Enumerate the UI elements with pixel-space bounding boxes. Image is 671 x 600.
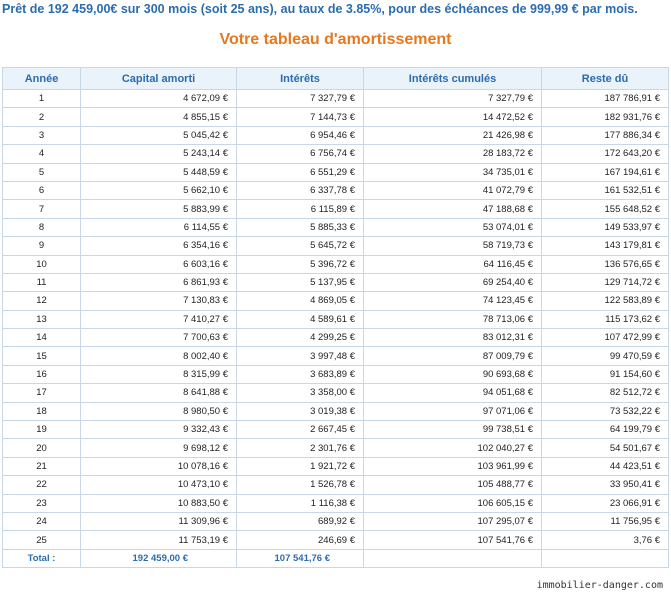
interets-cumules-cell: 64 116,45 €	[364, 255, 542, 273]
annee-cell: 21	[3, 457, 81, 475]
interets-cumules-cell: 103 961,99 €	[364, 457, 542, 475]
column-header-interets-cumules: Intérêts cumulés	[364, 68, 542, 90]
table-row	[3, 494, 669, 512]
amortization-table	[2, 67, 669, 568]
loan-summary: Prêt de 192 459,00€ sur 300 mois (soit 25 ans), au taux de 3.85%, pour des échéances de 999,99 € par mois.	[2, 2, 638, 16]
annee-cell: 11	[3, 273, 81, 291]
interets-cumules-cell: 41 072,79 €	[364, 181, 542, 199]
table-row	[3, 457, 669, 475]
table-row	[3, 90, 669, 108]
annee-cell: 19	[3, 421, 81, 439]
reste-du-cell: 167 194,61 €	[542, 163, 669, 181]
interets-cell: 3 997,48 €	[237, 347, 364, 365]
interets-cell: 5 137,95 €	[237, 273, 364, 291]
reste-du-cell: 23 066,91 €	[542, 494, 669, 512]
capital-amorti-cell: 5 045,42 €	[81, 126, 237, 144]
table-row	[3, 200, 669, 218]
capital-amorti-cell: 4 855,15 €	[81, 108, 237, 126]
table-row	[3, 273, 669, 291]
table-row	[3, 218, 669, 236]
interets-cell: 4 869,05 €	[237, 292, 364, 310]
interets-cell: 1 921,72 €	[237, 457, 364, 475]
table-row	[3, 292, 669, 310]
table-row	[3, 421, 669, 439]
annee-cell: 24	[3, 512, 81, 530]
annee-cell: 13	[3, 310, 81, 328]
capital-amorti-cell: 7 130,83 €	[81, 292, 237, 310]
capital-amorti-cell: 11 753,19 €	[81, 531, 237, 549]
reste-du-cell: 91 154,60 €	[542, 365, 669, 383]
annee-cell: 23	[3, 494, 81, 512]
interets-cumules-cell: 78 713,06 €	[364, 310, 542, 328]
interets-cell: 3 358,00 €	[237, 384, 364, 402]
table-row	[3, 108, 669, 126]
reste-du-cell: 182 931,76 €	[542, 108, 669, 126]
interets-cumules-cell: 107 541,76 €	[364, 531, 542, 549]
capital-amorti-cell: 8 641,88 €	[81, 384, 237, 402]
annee-cell: 6	[3, 181, 81, 199]
reste-du-cell: 82 512,72 €	[542, 384, 669, 402]
capital-amorti-cell: 6 861,93 €	[81, 273, 237, 291]
column-header-interets: Intérêts	[237, 68, 364, 90]
reste-du-cell: 64 199,79 €	[542, 421, 669, 439]
annee-cell: 16	[3, 365, 81, 383]
interets-cell: 4 299,25 €	[237, 329, 364, 347]
interets-cumules-cell: 53 074,01 €	[364, 218, 542, 236]
total-capital: 192 459,00 €	[81, 549, 237, 567]
annee-cell: 18	[3, 402, 81, 420]
capital-amorti-cell: 5 243,14 €	[81, 145, 237, 163]
interets-cell: 6 115,89 €	[237, 200, 364, 218]
reste-du-cell: 143 179,81 €	[542, 237, 669, 255]
reste-du-cell: 149 533,97 €	[542, 218, 669, 236]
table-row	[3, 512, 669, 530]
interets-cumules-cell: 74 123,45 €	[364, 292, 542, 310]
interets-cell: 2 667,45 €	[237, 421, 364, 439]
interets-cumules-cell: 21 426,98 €	[364, 126, 542, 144]
reste-du-cell: 99 470,59 €	[542, 347, 669, 365]
table-row	[3, 310, 669, 328]
interets-cell: 7 144,73 €	[237, 108, 364, 126]
interets-cell: 1 526,78 €	[237, 476, 364, 494]
interets-cell: 1 116,38 €	[237, 494, 364, 512]
capital-amorti-cell: 8 002,40 €	[81, 347, 237, 365]
annee-cell: 2	[3, 108, 81, 126]
table-body	[3, 90, 669, 550]
interets-cell: 7 327,79 €	[237, 90, 364, 108]
page-title: Votre tableau d'amortissement	[219, 31, 452, 48]
annee-cell: 9	[3, 237, 81, 255]
interets-cumules-cell: 28 183,72 €	[364, 145, 542, 163]
reste-du-cell: 115 173,62 €	[542, 310, 669, 328]
capital-amorti-cell: 10 883,50 €	[81, 494, 237, 512]
reste-du-cell: 129 714,72 €	[542, 273, 669, 291]
capital-amorti-cell: 6 114,55 €	[81, 218, 237, 236]
capital-amorti-cell: 6 354,16 €	[81, 237, 237, 255]
interets-cumules-cell: 107 295,07 €	[364, 512, 542, 530]
interets-cumules-cell: 87 009,79 €	[364, 347, 542, 365]
interets-cumules-cell: 34 735,01 €	[364, 163, 542, 181]
interets-cell: 246,69 €	[237, 531, 364, 549]
annee-cell: 22	[3, 476, 81, 494]
annee-cell: 10	[3, 255, 81, 273]
interets-cell: 3 019,38 €	[237, 402, 364, 420]
interets-cumules-cell: 106 605,15 €	[364, 494, 542, 512]
interets-cell: 3 683,89 €	[237, 365, 364, 383]
interets-cumules-cell: 7 327,79 €	[364, 90, 542, 108]
interets-cumules-cell: 99 738,51 €	[364, 421, 542, 439]
interets-cell: 6 954,46 €	[237, 126, 364, 144]
table-row	[3, 402, 669, 420]
annee-cell: 3	[3, 126, 81, 144]
reste-du-cell: 107 472,99 €	[542, 329, 669, 347]
capital-amorti-cell: 10 473,10 €	[81, 476, 237, 494]
interets-cell: 2 301,76 €	[237, 439, 364, 457]
interets-cumules-cell: 105 488,77 €	[364, 476, 542, 494]
capital-amorti-cell: 7 410,27 €	[81, 310, 237, 328]
annee-cell: 17	[3, 384, 81, 402]
table-row	[3, 347, 669, 365]
reste-du-cell: 54 501,67 €	[542, 439, 669, 457]
total-empty-cell	[542, 549, 669, 567]
table-row	[3, 329, 669, 347]
table-row	[3, 255, 669, 273]
column-header-reste-du: Reste dû	[542, 68, 669, 90]
annee-cell: 7	[3, 200, 81, 218]
annee-cell: 20	[3, 439, 81, 457]
reste-du-cell: 136 576,65 €	[542, 255, 669, 273]
column-header-capital-amorti: Capital amorti	[81, 68, 237, 90]
total-label: Total :	[3, 549, 81, 567]
site-watermark: immobilier-danger.com	[534, 579, 666, 592]
annee-cell: 12	[3, 292, 81, 310]
capital-amorti-cell: 9 332,43 €	[81, 421, 237, 439]
reste-du-cell: 33 950,41 €	[542, 476, 669, 494]
reste-du-cell: 172 643,20 €	[542, 145, 669, 163]
table-row	[3, 126, 669, 144]
table-row	[3, 181, 669, 199]
reste-du-cell: 161 532,51 €	[542, 181, 669, 199]
annee-cell: 15	[3, 347, 81, 365]
interets-cumules-cell: 58 719,73 €	[364, 237, 542, 255]
reste-du-cell: 11 756,95 €	[542, 512, 669, 530]
interets-cell: 5 885,33 €	[237, 218, 364, 236]
table-row	[3, 237, 669, 255]
annee-cell: 8	[3, 218, 81, 236]
interets-cumules-cell: 47 188,68 €	[364, 200, 542, 218]
interets-cell: 6 337,78 €	[237, 181, 364, 199]
interets-cumules-cell: 90 693,68 €	[364, 365, 542, 383]
interets-cell: 6 551,29 €	[237, 163, 364, 181]
interets-cell: 5 645,72 €	[237, 237, 364, 255]
reste-du-cell: 122 583,89 €	[542, 292, 669, 310]
table-row	[3, 365, 669, 383]
interets-cell: 4 589,61 €	[237, 310, 364, 328]
annee-cell: 25	[3, 531, 81, 549]
interets-cumules-cell: 102 040,27 €	[364, 439, 542, 457]
table-row	[3, 384, 669, 402]
interets-cumules-cell: 94 051,68 €	[364, 384, 542, 402]
annee-cell: 1	[3, 90, 81, 108]
interets-cell: 689,92 €	[237, 512, 364, 530]
total-interets: 107 541,76 €	[237, 549, 364, 567]
interets-cumules-cell: 14 472,52 €	[364, 108, 542, 126]
interets-cell: 6 756,74 €	[237, 145, 364, 163]
interets-cell: 5 396,72 €	[237, 255, 364, 273]
capital-amorti-cell: 9 698,12 €	[81, 439, 237, 457]
reste-du-cell: 3,76 €	[542, 531, 669, 549]
annee-cell: 14	[3, 329, 81, 347]
table-row	[3, 439, 669, 457]
total-empty-cell	[364, 549, 542, 567]
table-row	[3, 531, 669, 549]
reste-du-cell: 73 532,22 €	[542, 402, 669, 420]
capital-amorti-cell: 6 603,16 €	[81, 255, 237, 273]
total-row	[3, 549, 669, 567]
interets-cumules-cell: 97 071,06 €	[364, 402, 542, 420]
interets-cumules-cell: 83 012,31 €	[364, 329, 542, 347]
table-row	[3, 163, 669, 181]
reste-du-cell: 44 423,51 €	[542, 457, 669, 475]
capital-amorti-cell: 11 309,96 €	[81, 512, 237, 530]
capital-amorti-cell: 8 315,99 €	[81, 365, 237, 383]
capital-amorti-cell: 4 672,09 €	[81, 90, 237, 108]
capital-amorti-cell: 5 448,59 €	[81, 163, 237, 181]
capital-amorti-cell: 7 700,63 €	[81, 329, 237, 347]
table-row	[3, 476, 669, 494]
reste-du-cell: 177 886,34 €	[542, 126, 669, 144]
annee-cell: 4	[3, 145, 81, 163]
interets-cumules-cell: 69 254,40 €	[364, 273, 542, 291]
reste-du-cell: 155 648,52 €	[542, 200, 669, 218]
column-header-annee: Année	[3, 68, 81, 90]
table-row	[3, 145, 669, 163]
annee-cell: 5	[3, 163, 81, 181]
reste-du-cell: 187 786,91 €	[542, 90, 669, 108]
capital-amorti-cell: 10 078,16 €	[81, 457, 237, 475]
table-header-row	[3, 68, 669, 90]
capital-amorti-cell: 5 883,99 €	[81, 200, 237, 218]
capital-amorti-cell: 8 980,50 €	[81, 402, 237, 420]
capital-amorti-cell: 5 662,10 €	[81, 181, 237, 199]
